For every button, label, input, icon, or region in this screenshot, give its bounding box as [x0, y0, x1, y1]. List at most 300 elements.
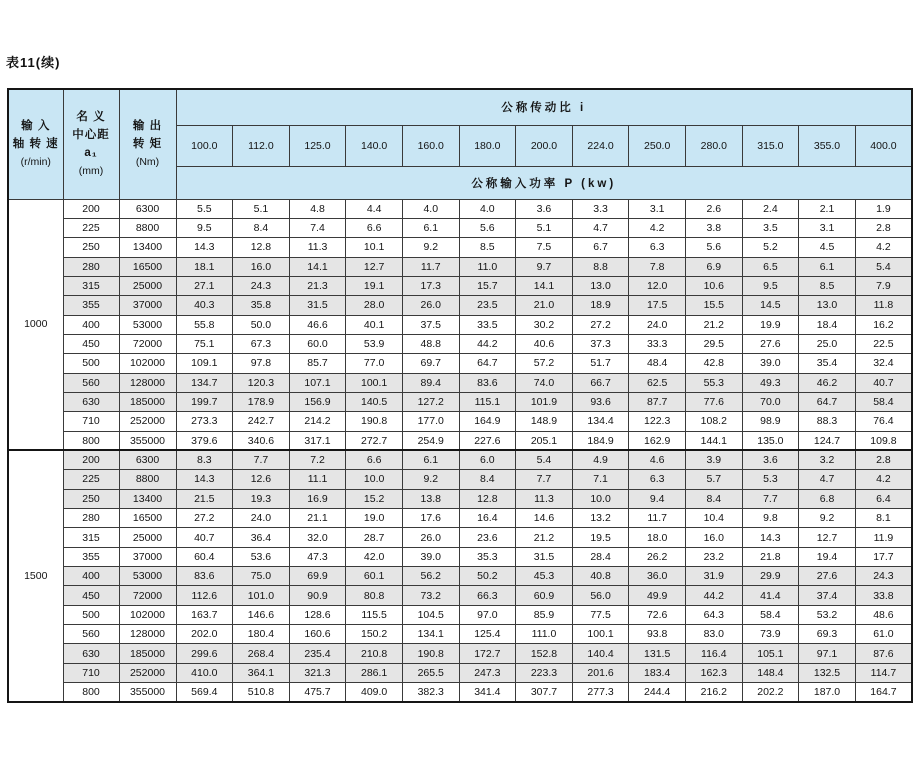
center-distance-value: 355 [63, 296, 119, 315]
power-value: 216.2 [685, 683, 742, 702]
output-torque-value: 53000 [119, 315, 176, 334]
power-value: 132.5 [799, 663, 856, 682]
ratio-column-header: 315.0 [742, 125, 799, 166]
power-value: 32.4 [855, 354, 912, 373]
data-row [8, 199, 912, 218]
data-row [8, 547, 912, 566]
power-value: 12.8 [233, 238, 290, 257]
power-value: 11.8 [855, 296, 912, 315]
power-value: 24.3 [233, 276, 290, 295]
power-value: 4.5 [799, 238, 856, 257]
spec-table [7, 88, 913, 703]
power-value: 6.3 [629, 238, 686, 257]
table-body [8, 199, 912, 702]
power-value: 11.7 [629, 509, 686, 528]
power-value: 1.9 [855, 199, 912, 218]
power-value: 321.3 [289, 663, 346, 682]
header-output-torque [119, 89, 176, 199]
power-value: 66.3 [459, 586, 516, 605]
power-value: 31.5 [289, 296, 346, 315]
output-torque-value: 72000 [119, 334, 176, 353]
power-value: 49.3 [742, 373, 799, 392]
power-value: 10.6 [685, 276, 742, 295]
power-value: 9.2 [402, 470, 459, 489]
power-value: 70.0 [742, 392, 799, 411]
power-value: 11.1 [289, 470, 346, 489]
power-value: 10.1 [346, 238, 403, 257]
power-value: 97.1 [799, 644, 856, 663]
center-distance-value: 315 [63, 528, 119, 547]
power-value: 14.3 [742, 528, 799, 547]
center-distance-value: 225 [63, 218, 119, 237]
power-value: 48.8 [402, 334, 459, 353]
power-value: 122.3 [629, 412, 686, 431]
center-distance-value: 800 [63, 431, 119, 450]
ratio-column-header: 200.0 [516, 125, 573, 166]
power-value: 3.9 [685, 450, 742, 469]
power-value: 87.7 [629, 392, 686, 411]
power-value: 7.2 [289, 450, 346, 469]
ratio-column-header: 224.0 [572, 125, 629, 166]
power-value: 9.5 [742, 276, 799, 295]
output-torque-value: 185000 [119, 644, 176, 663]
power-value: 265.5 [402, 663, 459, 682]
power-value: 6.7 [572, 238, 629, 257]
power-value: 510.8 [233, 683, 290, 702]
power-value: 21.8 [742, 547, 799, 566]
power-value: 55.8 [176, 315, 233, 334]
power-value: 242.7 [233, 412, 290, 431]
power-value: 58.4 [855, 392, 912, 411]
power-value: 187.0 [799, 683, 856, 702]
power-value: 56.2 [402, 567, 459, 586]
power-value: 9.2 [799, 509, 856, 528]
power-value: 6.6 [346, 218, 403, 237]
output-torque-value: 128000 [119, 373, 176, 392]
power-value: 27.6 [742, 334, 799, 353]
power-value: 210.8 [346, 644, 403, 663]
power-value: 21.2 [685, 315, 742, 334]
power-value: 27.1 [176, 276, 233, 295]
power-value: 409.0 [346, 683, 403, 702]
power-value: 11.7 [402, 257, 459, 276]
center-distance-value: 450 [63, 586, 119, 605]
ratio-column-header: 180.0 [459, 125, 516, 166]
output-torque-value: 185000 [119, 392, 176, 411]
power-value: 60.0 [289, 334, 346, 353]
power-value: 77.5 [572, 605, 629, 624]
power-value: 69.7 [402, 354, 459, 373]
power-value: 24.3 [855, 567, 912, 586]
power-value: 5.1 [516, 218, 573, 237]
power-value: 148.9 [516, 412, 573, 431]
power-value: 10.0 [572, 489, 629, 508]
data-row [8, 218, 912, 237]
power-value: 190.8 [402, 644, 459, 663]
power-value: 44.2 [459, 334, 516, 353]
power-value: 46.2 [799, 373, 856, 392]
power-value: 40.6 [516, 334, 573, 353]
power-value: 23.2 [685, 547, 742, 566]
data-row [8, 470, 912, 489]
power-value: 160.6 [289, 625, 346, 644]
output-torque-value: 102000 [119, 605, 176, 624]
power-value: 42.8 [685, 354, 742, 373]
power-value: 24.0 [233, 509, 290, 528]
power-value: 31.5 [516, 547, 573, 566]
power-value: 87.6 [855, 644, 912, 663]
power-value: 134.4 [572, 412, 629, 431]
power-value: 80.8 [346, 586, 403, 605]
power-value: 15.2 [346, 489, 403, 508]
power-value: 61.0 [855, 625, 912, 644]
power-value: 163.7 [176, 605, 233, 624]
power-value: 16.2 [855, 315, 912, 334]
power-value: 127.2 [402, 392, 459, 411]
power-value: 8.5 [799, 276, 856, 295]
power-value: 4.7 [572, 218, 629, 237]
power-value: 3.6 [516, 199, 573, 218]
output-torque-value: 53000 [119, 567, 176, 586]
power-value: 85.9 [516, 605, 573, 624]
power-value: 112.6 [176, 586, 233, 605]
header-line: 轴 转 速 [12, 138, 59, 151]
header-line: (r/min) [20, 155, 51, 168]
power-value: 26.0 [402, 296, 459, 315]
power-value: 108.2 [685, 412, 742, 431]
power-value: 24.0 [629, 315, 686, 334]
power-value: 364.1 [233, 663, 290, 682]
data-row [8, 334, 912, 353]
data-row [8, 644, 912, 663]
center-distance-value: 710 [63, 663, 119, 682]
center-distance-value: 710 [63, 412, 119, 431]
power-value: 4.9 [572, 450, 629, 469]
center-distance-value: 400 [63, 567, 119, 586]
center-distance-value: 250 [63, 238, 119, 257]
power-value: 90.9 [289, 586, 346, 605]
power-value: 10.4 [685, 509, 742, 528]
power-value: 4.6 [629, 450, 686, 469]
power-value: 19.0 [346, 509, 403, 528]
power-value: 109.1 [176, 354, 233, 373]
power-value: 33.3 [629, 334, 686, 353]
power-value: 26.2 [629, 547, 686, 566]
power-value: 37.4 [799, 586, 856, 605]
power-value: 6.9 [685, 257, 742, 276]
output-torque-value: 13400 [119, 489, 176, 508]
header-center-distance [63, 89, 119, 199]
power-value: 19.1 [346, 276, 403, 295]
power-value: 202.2 [742, 683, 799, 702]
data-row [8, 276, 912, 295]
power-value: 47.3 [289, 547, 346, 566]
center-distance-value: 225 [63, 470, 119, 489]
power-value: 180.4 [233, 625, 290, 644]
page-title: 表11(续) [6, 55, 61, 70]
power-value: 7.8 [629, 257, 686, 276]
header-input-speed [8, 89, 63, 199]
power-value: 13.0 [572, 276, 629, 295]
power-value: 164.9 [459, 412, 516, 431]
power-value: 40.8 [572, 567, 629, 586]
power-value: 227.6 [459, 431, 516, 450]
header-line: 名 义 [76, 111, 106, 124]
power-value: 14.3 [176, 238, 233, 257]
data-row [8, 625, 912, 644]
power-value: 33.5 [459, 315, 516, 334]
power-value: 83.6 [176, 567, 233, 586]
power-value: 45.3 [516, 567, 573, 586]
output-torque-value: 8800 [119, 470, 176, 489]
center-distance-value: 315 [63, 276, 119, 295]
power-value: 12.0 [629, 276, 686, 295]
power-value: 18.1 [176, 257, 233, 276]
power-value: 8.8 [572, 257, 629, 276]
power-value: 101.0 [233, 586, 290, 605]
power-value: 9.4 [629, 489, 686, 508]
power-value: 21.5 [176, 489, 233, 508]
power-value: 6.1 [402, 450, 459, 469]
power-value: 16.9 [289, 489, 346, 508]
header-line: (Nm) [135, 155, 160, 168]
power-value: 272.7 [346, 431, 403, 450]
center-distance-value: 630 [63, 644, 119, 663]
power-value: 69.9 [289, 567, 346, 586]
power-value: 11.3 [289, 238, 346, 257]
power-value: 35.3 [459, 547, 516, 566]
power-value: 50.2 [459, 567, 516, 586]
power-value: 64.7 [799, 392, 856, 411]
ratio-column-header: 160.0 [402, 125, 459, 166]
output-torque-value: 355000 [119, 683, 176, 702]
power-value: 40.7 [855, 373, 912, 392]
data-row [8, 373, 912, 392]
center-distance-value: 400 [63, 315, 119, 334]
power-value: 7.7 [516, 470, 573, 489]
output-torque-value: 37000 [119, 547, 176, 566]
power-value: 16.0 [685, 528, 742, 547]
power-value: 17.3 [402, 276, 459, 295]
power-value: 18.9 [572, 296, 629, 315]
power-value: 97.0 [459, 605, 516, 624]
power-value: 35.8 [233, 296, 290, 315]
power-value: 115.1 [459, 392, 516, 411]
power-value: 8.1 [855, 509, 912, 528]
power-value: 341.4 [459, 683, 516, 702]
power-value: 162.3 [685, 663, 742, 682]
power-value: 2.4 [742, 199, 799, 218]
power-value: 89.4 [402, 373, 459, 392]
power-value: 2.1 [799, 199, 856, 218]
power-value: 2.8 [855, 218, 912, 237]
power-value: 53.6 [233, 547, 290, 566]
power-value: 4.0 [402, 199, 459, 218]
power-value: 5.4 [516, 450, 573, 469]
power-value: 37.5 [402, 315, 459, 334]
ratio-column-header: 280.0 [685, 125, 742, 166]
output-torque-value: 355000 [119, 431, 176, 450]
power-value: 6.1 [799, 257, 856, 276]
power-value: 40.3 [176, 296, 233, 315]
power-value: 14.3 [176, 470, 233, 489]
power-value: 12.8 [459, 489, 516, 508]
power-value: 93.6 [572, 392, 629, 411]
power-value: 8.4 [233, 218, 290, 237]
power-value: 177.0 [402, 412, 459, 431]
power-value: 75.0 [233, 567, 290, 586]
power-value: 19.5 [572, 528, 629, 547]
power-value: 5.3 [742, 470, 799, 489]
power-value: 40.1 [346, 315, 403, 334]
power-value: 164.7 [855, 683, 912, 702]
power-value: 5.5 [176, 199, 233, 218]
power-value: 3.1 [799, 218, 856, 237]
power-value: 15.7 [459, 276, 516, 295]
power-value: 4.2 [855, 470, 912, 489]
power-value: 9.2 [402, 238, 459, 257]
power-value: 13.2 [572, 509, 629, 528]
power-value: 4.0 [459, 199, 516, 218]
power-value: 93.8 [629, 625, 686, 644]
power-value: 6.8 [799, 489, 856, 508]
header-line: a₁ [84, 147, 98, 160]
power-value: 128.6 [289, 605, 346, 624]
power-value: 144.1 [685, 431, 742, 450]
power-value: 107.1 [289, 373, 346, 392]
power-value: 6.3 [629, 470, 686, 489]
power-value: 299.6 [176, 644, 233, 663]
power-value: 4.2 [629, 218, 686, 237]
header-line: 输 入 [21, 120, 51, 133]
center-distance-value: 250 [63, 489, 119, 508]
ratio-column-header: 355.0 [799, 125, 856, 166]
power-value: 105.1 [742, 644, 799, 663]
power-value: 17.6 [402, 509, 459, 528]
power-value: 6.1 [402, 218, 459, 237]
ratio-column-header: 125.0 [289, 125, 346, 166]
power-value: 42.0 [346, 547, 403, 566]
power-value: 27.2 [572, 315, 629, 334]
power-value: 104.5 [402, 605, 459, 624]
power-value: 2.6 [685, 199, 742, 218]
power-value: 66.7 [572, 373, 629, 392]
power-value: 8.5 [459, 238, 516, 257]
power-value: 5.4 [855, 257, 912, 276]
power-value: 223.3 [516, 663, 573, 682]
power-value: 244.4 [629, 683, 686, 702]
power-value: 4.7 [799, 470, 856, 489]
power-value: 73.9 [742, 625, 799, 644]
data-row [8, 683, 912, 702]
header-power-banner: 公称输入功率 P (kw) [176, 166, 912, 199]
center-distance-value: 200 [63, 450, 119, 469]
power-value: 64.7 [459, 354, 516, 373]
output-torque-value: 16500 [119, 257, 176, 276]
power-value: 9.8 [742, 509, 799, 528]
power-value: 12.7 [799, 528, 856, 547]
power-value: 131.5 [629, 644, 686, 663]
power-value: 100.1 [346, 373, 403, 392]
data-row [8, 605, 912, 624]
power-value: 21.2 [516, 528, 573, 547]
power-value: 135.0 [742, 431, 799, 450]
power-value: 273.3 [176, 412, 233, 431]
power-value: 5.7 [685, 470, 742, 489]
power-value: 83.0 [685, 625, 742, 644]
power-value: 10.0 [346, 470, 403, 489]
power-value: 12.6 [233, 470, 290, 489]
power-value: 13.8 [402, 489, 459, 508]
power-value: 22.5 [855, 334, 912, 353]
power-value: 3.1 [629, 199, 686, 218]
power-value: 48.6 [855, 605, 912, 624]
power-value: 7.4 [289, 218, 346, 237]
power-value: 14.5 [742, 296, 799, 315]
power-value: 6.0 [459, 450, 516, 469]
data-row [8, 354, 912, 373]
center-distance-value: 500 [63, 605, 119, 624]
power-value: 39.0 [742, 354, 799, 373]
power-value: 18.4 [799, 315, 856, 334]
power-value: 32.0 [289, 528, 346, 547]
power-value: 162.9 [629, 431, 686, 450]
data-row [8, 528, 912, 547]
power-value: 88.3 [799, 412, 856, 431]
power-value: 205.1 [516, 431, 573, 450]
power-value: 199.7 [176, 392, 233, 411]
power-value: 11.0 [459, 257, 516, 276]
power-value: 9.5 [176, 218, 233, 237]
power-value: 28.0 [346, 296, 403, 315]
output-torque-value: 252000 [119, 412, 176, 431]
power-value: 75.1 [176, 334, 233, 353]
center-distance-value: 560 [63, 373, 119, 392]
power-value: 254.9 [402, 431, 459, 450]
power-value: 36.4 [233, 528, 290, 547]
power-value: 97.8 [233, 354, 290, 373]
power-value: 26.0 [402, 528, 459, 547]
power-value: 16.0 [233, 257, 290, 276]
power-value: 3.3 [572, 199, 629, 218]
power-value: 152.8 [516, 644, 573, 663]
power-value: 11.3 [516, 489, 573, 508]
table-header [8, 89, 912, 199]
power-value: 29.5 [685, 334, 742, 353]
power-value: 7.9 [855, 276, 912, 295]
power-value: 100.1 [572, 625, 629, 644]
power-value: 202.0 [176, 625, 233, 644]
power-value: 74.0 [516, 373, 573, 392]
power-value: 37.3 [572, 334, 629, 353]
input-speed-value: 1000 [8, 199, 63, 450]
power-value: 29.9 [742, 567, 799, 586]
ratio-column-header: 112.0 [233, 125, 290, 166]
power-value: 247.3 [459, 663, 516, 682]
power-value: 134.7 [176, 373, 233, 392]
power-value: 60.1 [346, 567, 403, 586]
power-value: 5.6 [459, 218, 516, 237]
power-value: 53.9 [346, 334, 403, 353]
power-value: 31.9 [685, 567, 742, 586]
input-speed-value: 1500 [8, 450, 63, 701]
power-value: 55.3 [685, 373, 742, 392]
power-value: 5.6 [685, 238, 742, 257]
power-value: 3.5 [742, 218, 799, 237]
power-value: 60.4 [176, 547, 233, 566]
power-value: 475.7 [289, 683, 346, 702]
data-row [8, 392, 912, 411]
